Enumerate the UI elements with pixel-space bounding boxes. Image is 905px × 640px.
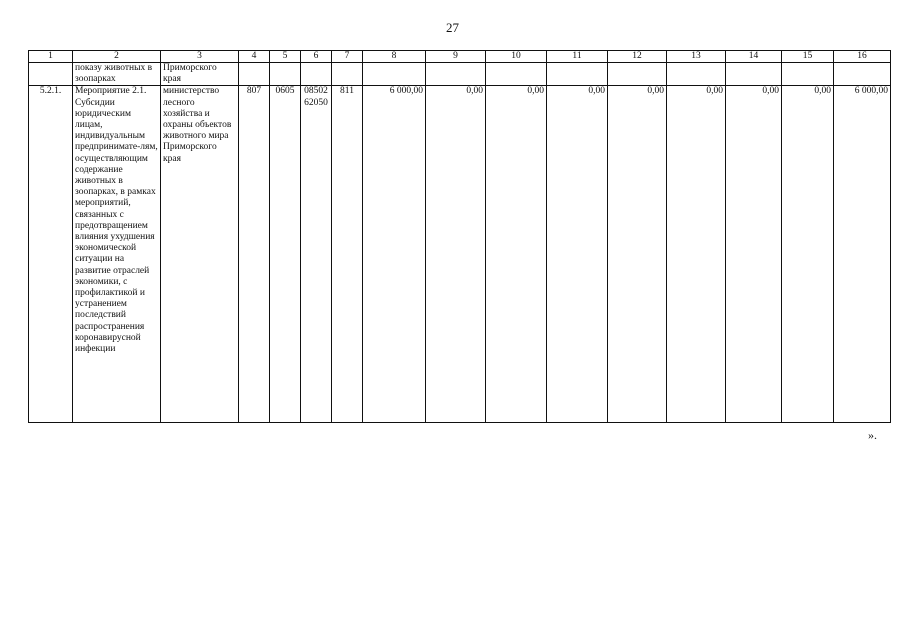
budget-table xyxy=(28,50,891,423)
table-row-continuation xyxy=(29,63,891,86)
vr-cell: 811 xyxy=(332,86,363,423)
table-cell xyxy=(363,63,426,86)
closing-quote-mark: ». xyxy=(868,428,877,442)
table-cell xyxy=(782,63,834,86)
column-header: 6 xyxy=(301,51,332,63)
rzpr-cell: 0605 xyxy=(270,86,301,423)
column-header: 7 xyxy=(332,51,363,63)
column-header: 16 xyxy=(834,51,891,63)
amount-cell: 0,00 xyxy=(547,86,608,423)
column-header: 10 xyxy=(486,51,547,63)
table-cell xyxy=(29,63,73,86)
amount-cell: 0,00 xyxy=(667,86,726,423)
table-cell xyxy=(667,63,726,86)
table-cell xyxy=(426,63,486,86)
page-number: 27 xyxy=(446,20,459,35)
column-header: 13 xyxy=(667,51,726,63)
amount-cell: 0,00 xyxy=(426,86,486,423)
column-header: 8 xyxy=(363,51,426,63)
table-cell xyxy=(834,63,891,86)
amount-cell: 0,00 xyxy=(726,86,782,423)
executor-continuation-cell: Приморского края xyxy=(161,63,239,86)
header-row xyxy=(29,51,891,63)
table-cell xyxy=(270,63,301,86)
column-header: 9 xyxy=(426,51,486,63)
amount-cell: 6 000,00 xyxy=(363,86,426,423)
executor-cell: министерство лесного хозяйства и охраны объектов животного мира Приморского края xyxy=(161,86,239,423)
column-header: 5 xyxy=(270,51,301,63)
amount-cell: 6 000,00 xyxy=(834,86,891,423)
grbs-cell: 807 xyxy=(239,86,270,423)
table-cell xyxy=(486,63,547,86)
table-cell xyxy=(547,63,608,86)
amount-cell: 0,00 xyxy=(782,86,834,423)
column-header: 4 xyxy=(239,51,270,63)
amount-cell: 0,00 xyxy=(486,86,547,423)
column-header: 2 xyxy=(73,51,161,63)
column-header: 3 xyxy=(161,51,239,63)
column-header: 12 xyxy=(608,51,667,63)
row-number-cell: 5.2.1. xyxy=(29,86,73,423)
column-header: 11 xyxy=(547,51,608,63)
measure-continuation-cell: показу животных в зоопарках xyxy=(73,63,161,86)
table-row xyxy=(29,86,891,423)
amount-cell: 0,00 xyxy=(608,86,667,423)
csr-cell: 08502 62050 xyxy=(301,86,332,423)
measure-cell: Мероприятие 2.1. Субсидии юридическим лицам, индивидуальным предпринимате-лям, осуществляющим содержание животных в зоопарках, в рамках мероприятий, связанных с предотвращением влияния ухудшения экономической ситуации на развитие отраслей экономики, с профилактикой и устранением последствий распространения коронавирусной инфекции xyxy=(73,86,161,423)
table-cell xyxy=(301,63,332,86)
table-cell xyxy=(332,63,363,86)
column-header: 14 xyxy=(726,51,782,63)
column-header: 1 xyxy=(29,51,73,63)
table-cell xyxy=(239,63,270,86)
column-header: 15 xyxy=(782,51,834,63)
table-cell xyxy=(726,63,782,86)
table-cell xyxy=(608,63,667,86)
